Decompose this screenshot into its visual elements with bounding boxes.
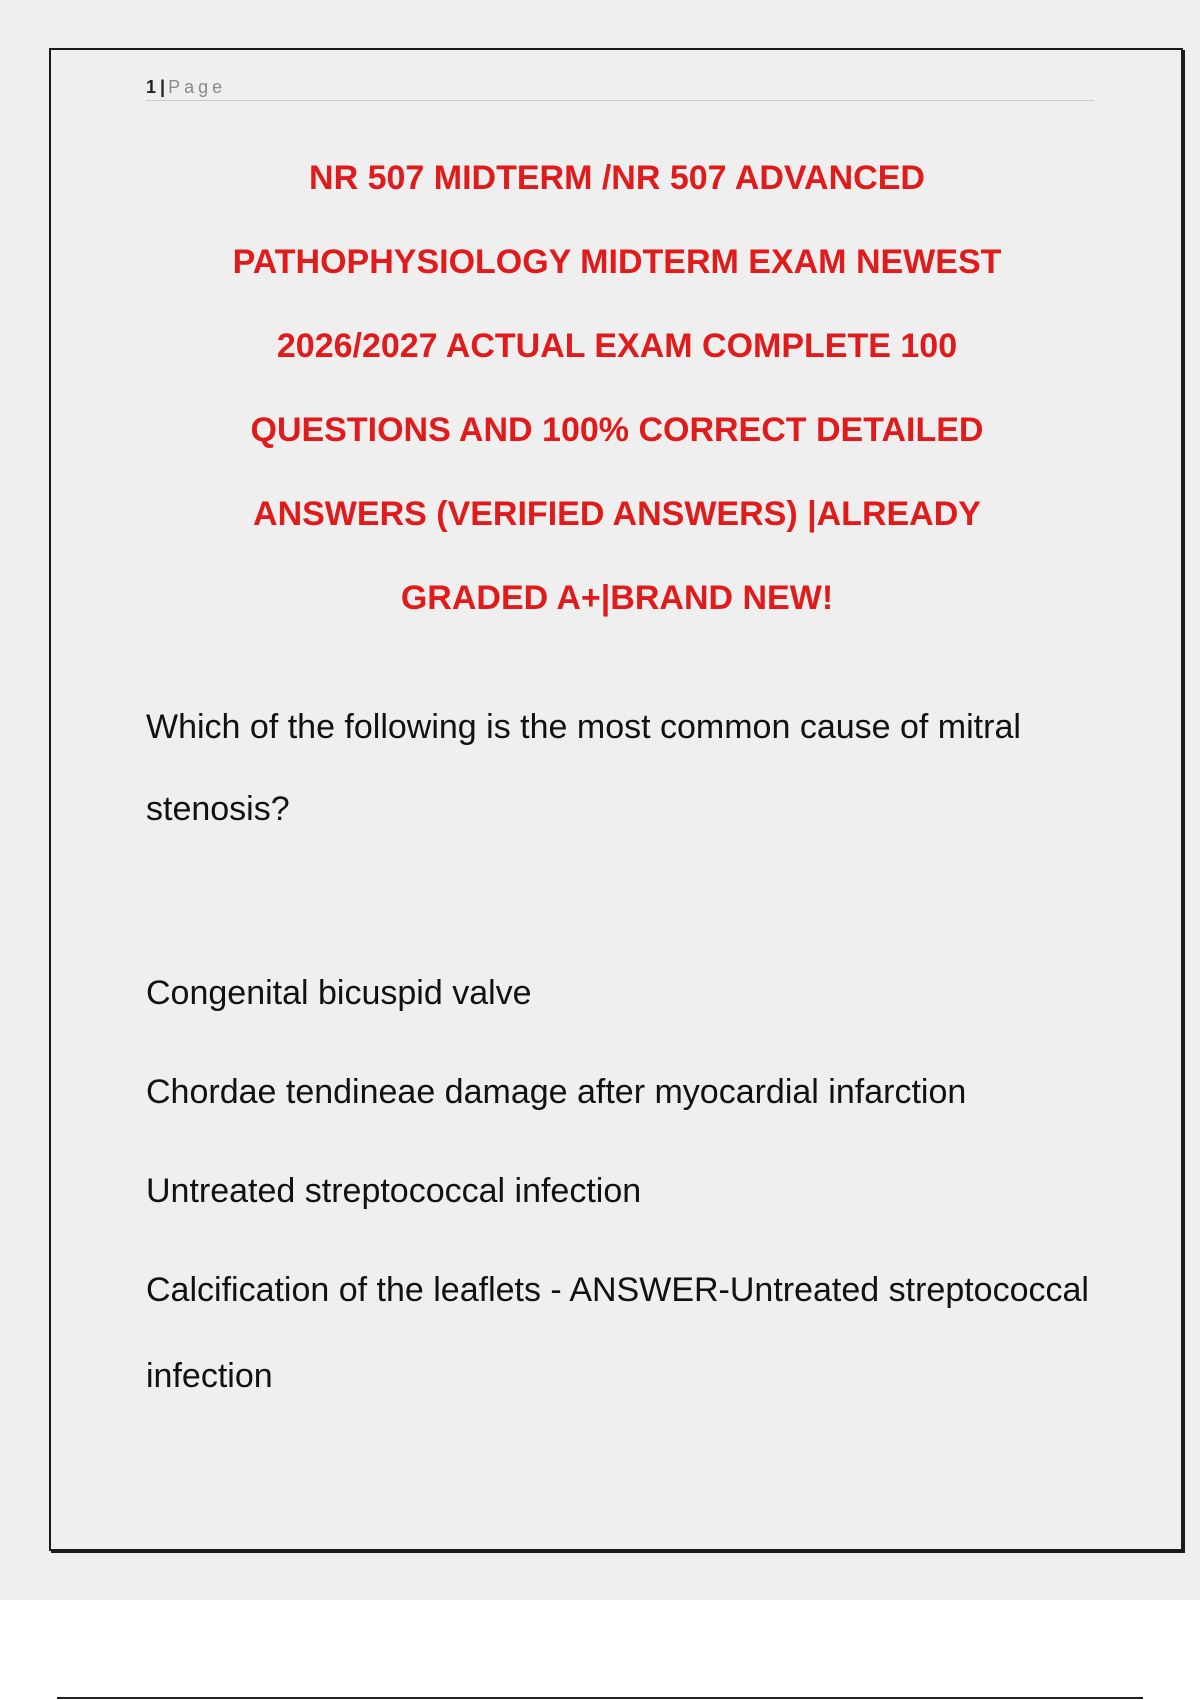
answer-option: Chordae tendineae damage after myocardial infarction	[146, 1073, 967, 1111]
answer-option-with-answer: Calcification of the leaflets - ANSWER-Untreated streptococcal infection	[146, 1271, 1089, 1395]
answer-option: Congenital bicuspid valve	[146, 974, 532, 1012]
question-text: Which of the following is the most common cause of mitral stenosis?	[146, 708, 1021, 828]
page-separator: |	[160, 77, 166, 97]
title-line: ANSWERS (VERIFIED ANSWERS) |ALREADY	[253, 495, 981, 533]
title-line: QUESTIONS AND 100% CORRECT DETAILED	[250, 411, 984, 449]
document-title	[111, 136, 1123, 640]
footer-divider	[57, 1697, 1143, 1699]
title-line: NR 507 MIDTERM /NR 507 ADVANCED	[309, 159, 925, 197]
page-number: 1	[146, 77, 157, 97]
answer-option: Untreated streptococcal infection	[146, 1172, 642, 1210]
page-header	[146, 76, 1094, 101]
title-line: 2026/2027 ACTUAL EXAM COMPLETE 100	[276, 327, 958, 365]
title-line: GRADED A+|BRAND NEW!	[400, 579, 834, 617]
answer-options	[146, 970, 1106, 1472]
page-label: Page	[168, 77, 227, 97]
title-line: PATHOPHYSIOLOGY MIDTERM EXAM NEWEST	[232, 243, 1002, 281]
page-border	[49, 48, 1183, 1551]
